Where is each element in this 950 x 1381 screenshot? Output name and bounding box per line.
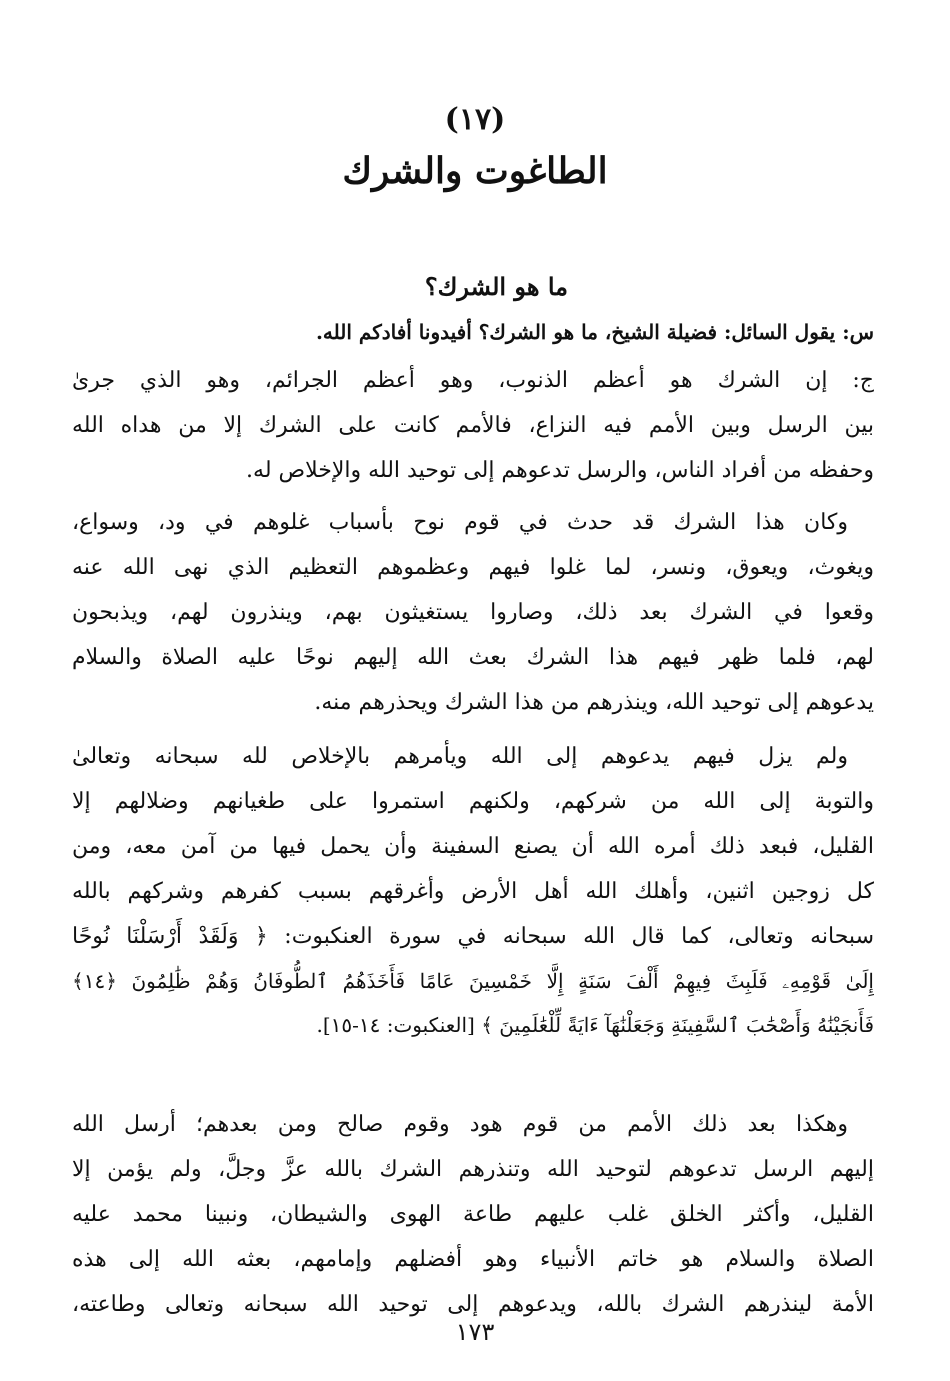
text-line: بين الرسل وبين الأمم فيه النزاع، فالأمم كانت على الشرك إلا من هداه الله — [72, 413, 874, 438]
text-line: كل زوجين اثنين، وأهلك الله أهل الأرض وأغرقهم بسبب كفرهم وشركهم بالله — [72, 879, 874, 904]
question-text: س: يقول السائل: فضيلة الشيخ، ما هو الشرك؟ أفيدونا أفادكم الله. — [315, 320, 874, 344]
answer-paragraph-4 — [72, 1102, 874, 1327]
text-line: ولم يزل فيهم يدعوهم إلى الله ويأمرهم بالإخلاص لله سبحانه وتعالىٰ — [72, 744, 848, 769]
chapter-title: الطاغوت والشرك — [342, 150, 608, 192]
answer-paragraph-1 — [72, 358, 874, 493]
text-line: سبحانه وتعالى، كما قال الله سبحانه في سورة العنكبوت: ﴿ وَلَقَدْ أَرْسَلْنَا نُوحًا — [72, 924, 874, 949]
page-number: ١٧٣ — [455, 1318, 495, 1346]
text-line: يدعوهم إلى توحيد الله، وينذرهم من هذا الشرك ويحذرهم منه. — [314, 690, 874, 715]
text-line: وقعوا في الشرك بعد ذلك، وصاروا يستغيثون بهم، وينذرون لهم، ويذبحون — [72, 600, 874, 625]
text-line: ويغوث، ويعوق، ونسر، لما غلوا فيهم وعظموهم التعظيم الذي نهى الله عنه — [72, 555, 874, 580]
text-line: والتوبة إلى الله من شركهم، ولكنهم استمروا على طغيانهم وضلالهم إلا — [72, 789, 874, 814]
text-line: لهم، فلما ظهر فيهم هذا الشرك بعث الله إليهم نوحًا عليه الصلاة والسلام — [72, 645, 874, 670]
text-line: الصلاة والسلام هو خاتم الأنبياء وهو أفضلهم وإمامهم، بعثه الله إلى هذه — [72, 1247, 874, 1272]
quran-verse-line: فَأَنجَيْنَٰهُ وَأَصْحَٰبَ ٱلسَّفِينَةِ وَجَعَلْنَٰهَآ ءَايَةً لِّلْعَٰلَمِينَ ﴾ [العنكبوت: ١٤-١٥]. — [316, 1013, 874, 1037]
text-line: الأمة لينذرهم الشرك بالله، ويدعوهم إلى توحيد الله سبحانه وتعالى وطاعته، — [72, 1292, 874, 1317]
text-line: وهكذا بعد ذلك الأمم من قوم هود وقوم صالح ومن بعدهم؛ أرسل الله — [72, 1112, 848, 1137]
text-line: ج: إن الشرك هو أعظم الذنوب، وهو أعظم الجرائم، وهو الذي جرىٰ — [72, 368, 874, 393]
answer-paragraph-3 — [72, 734, 874, 1047]
text-line: وكان هذا الشرك قد حدث في قوم نوح بأسباب غلوهم في ود، وسواع، — [72, 510, 848, 535]
text-line: القليل، وأكثر الخلق غلب عليهم طاعة الهوى والشيطان، ونبينا محمد عليه — [72, 1202, 874, 1227]
quran-verse-line: إِلَىٰ قَوْمِهِۦ فَلَبِثَ فِيهِمْ أَلْفَ سَنَةٍ إِلَّا خَمْسِينَ عَامًا فَأَخَذَهُمُ ٱلطُّوفَانُ وَهُمْ ظَٰلِمُونَ ﴿١٤﴾ — [72, 969, 874, 993]
text-line: إليهم الرسل تدعوهم لتوحيد الله وتنذرهم الشرك بالله عزَّ وجلَّ، ولم يؤمن إلا — [72, 1157, 874, 1182]
chapter-number: (١٧) — [444, 102, 506, 137]
section-title: ما هو الشرك؟ — [424, 272, 568, 301]
text-line: القليل، فبعد ذلك أمره الله أن يصنع السفينة وأن يحمل فيها من آمن معه، ومن — [72, 834, 874, 859]
text-line: وحفظه من أفراد الناس، والرسل تدعوهم إلى توحيد الله والإخلاص له. — [246, 458, 874, 483]
answer-paragraph-2 — [72, 500, 874, 725]
